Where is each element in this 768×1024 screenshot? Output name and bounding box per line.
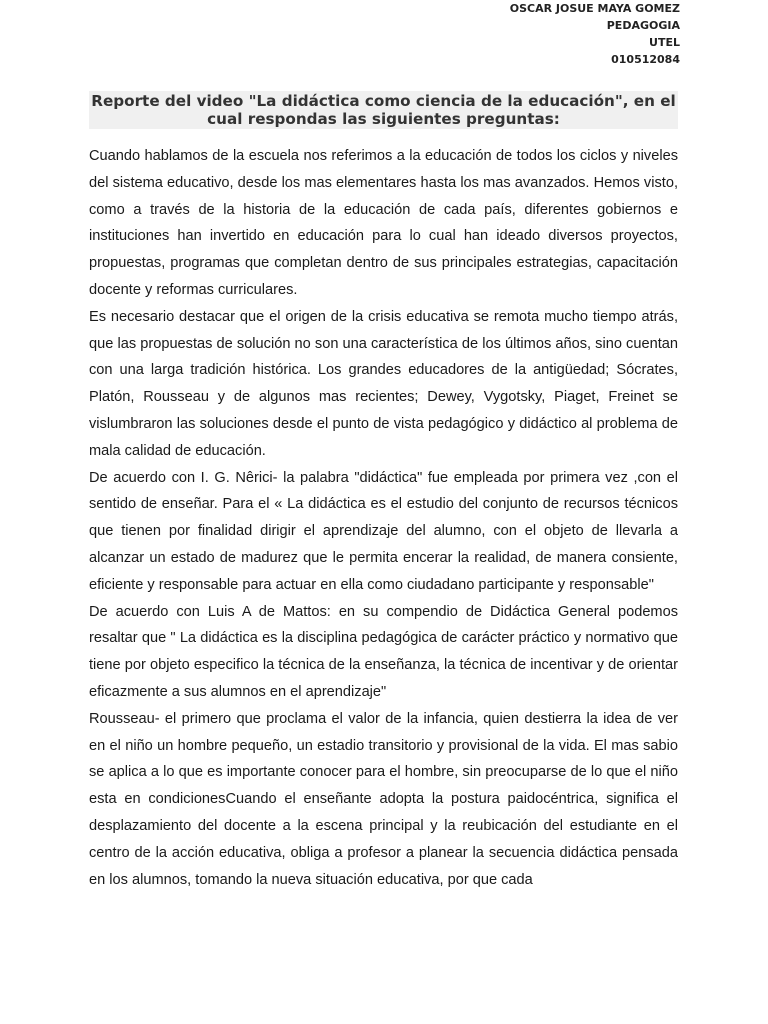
author-header [510,0,680,68]
document-title: Reporte del video "La didáctica como ciencia de la educación", en el cual respondas las siguientes preguntas: [89,91,678,129]
paragraph-4: De acuerdo con Luis A de Mattos: en su compendio de Didáctica General podemos resaltar que " La didáctica es la disciplina pedagógica de carácter práctico y normativo que tiene por objeto especifico la técnica de la enseñanza, la técnica de incentivar y de orientar eficazmente a sus alumnos en el aprendizaje" [89,603,678,700]
paragraph-2: Es necesario destacar que el origen de la crisis educativa se remota mucho tiempo atrás, que las propuestas de solución no son una característica de los últimos años, sino cuentan con una larga tradición histórica. Los grandes educadores de la antigüedad; Sócrates, Platón, Rousseau y de algunos mas recientes; Dewey, Vygotsky, Piaget, Freinet se vislumbraron las soluciones desde el punto de vista pedagógico y didáctico al problema de mala calidad de educación. [89,308,678,459]
document-body [89,143,678,888]
program-name: PEDAGOGIA [606,19,680,32]
paragraph-1: Cuando hablamos de la escuela nos referimos a la educación de todos los ciclos y niveles del sistema educativo, desde los mas elementares hasta los mas avanzados. Hemos visto, como a través de la historia de la educación de cada país, diferentes gobiernos e instituciones han invertido en educación para lo cual han ideado diversos proyectos, propuestas, programas que completan dentro de sus principales estrategias, capacitación docente y reformas curriculares. [89,148,678,298]
paragraph-5: Rousseau- el primero que proclama el valor de la infancia, quien destierra la idea de ver en el niño un hombre pequeño, un estadio transitorio y provisional de la vida. El mas sabio se aplica a lo que es importante conocer para el hombre, sin preocuparse de lo que el niño esta en condicionesCuando el enseñante adopta la postura paidocéntrica, significa el desplazamiento del docente a la escena principal y la reubicación del estudiante en el centro de la acción educativa, obliga a profesor a planear la secuencia didáctica pensada en los alumnos, tomando la nueva situación educativa, por que cada [89,710,678,888]
institution-name: UTEL [649,36,680,49]
author-name: OSCAR JOSUE MAYA GOMEZ [509,2,680,15]
paragraph-3: De acuerdo con I. G. Nêrici- la palabra "didáctica" fue empleada por primera vez ,con el sentido de enseñar. Para el « La didáctica es el estudio del conjunto de recursos técnicos que tienen por finalidad dirigir el aprendizaje del alumno, con el objeto de llevarla a alcanzar un estado de madurez que le permita encerar la realidad, de manera consiente, eficiente y responsable para actuar en ella como ciudadano participante y responsable" [89,469,678,593]
student-id: 010512084 [611,53,680,66]
